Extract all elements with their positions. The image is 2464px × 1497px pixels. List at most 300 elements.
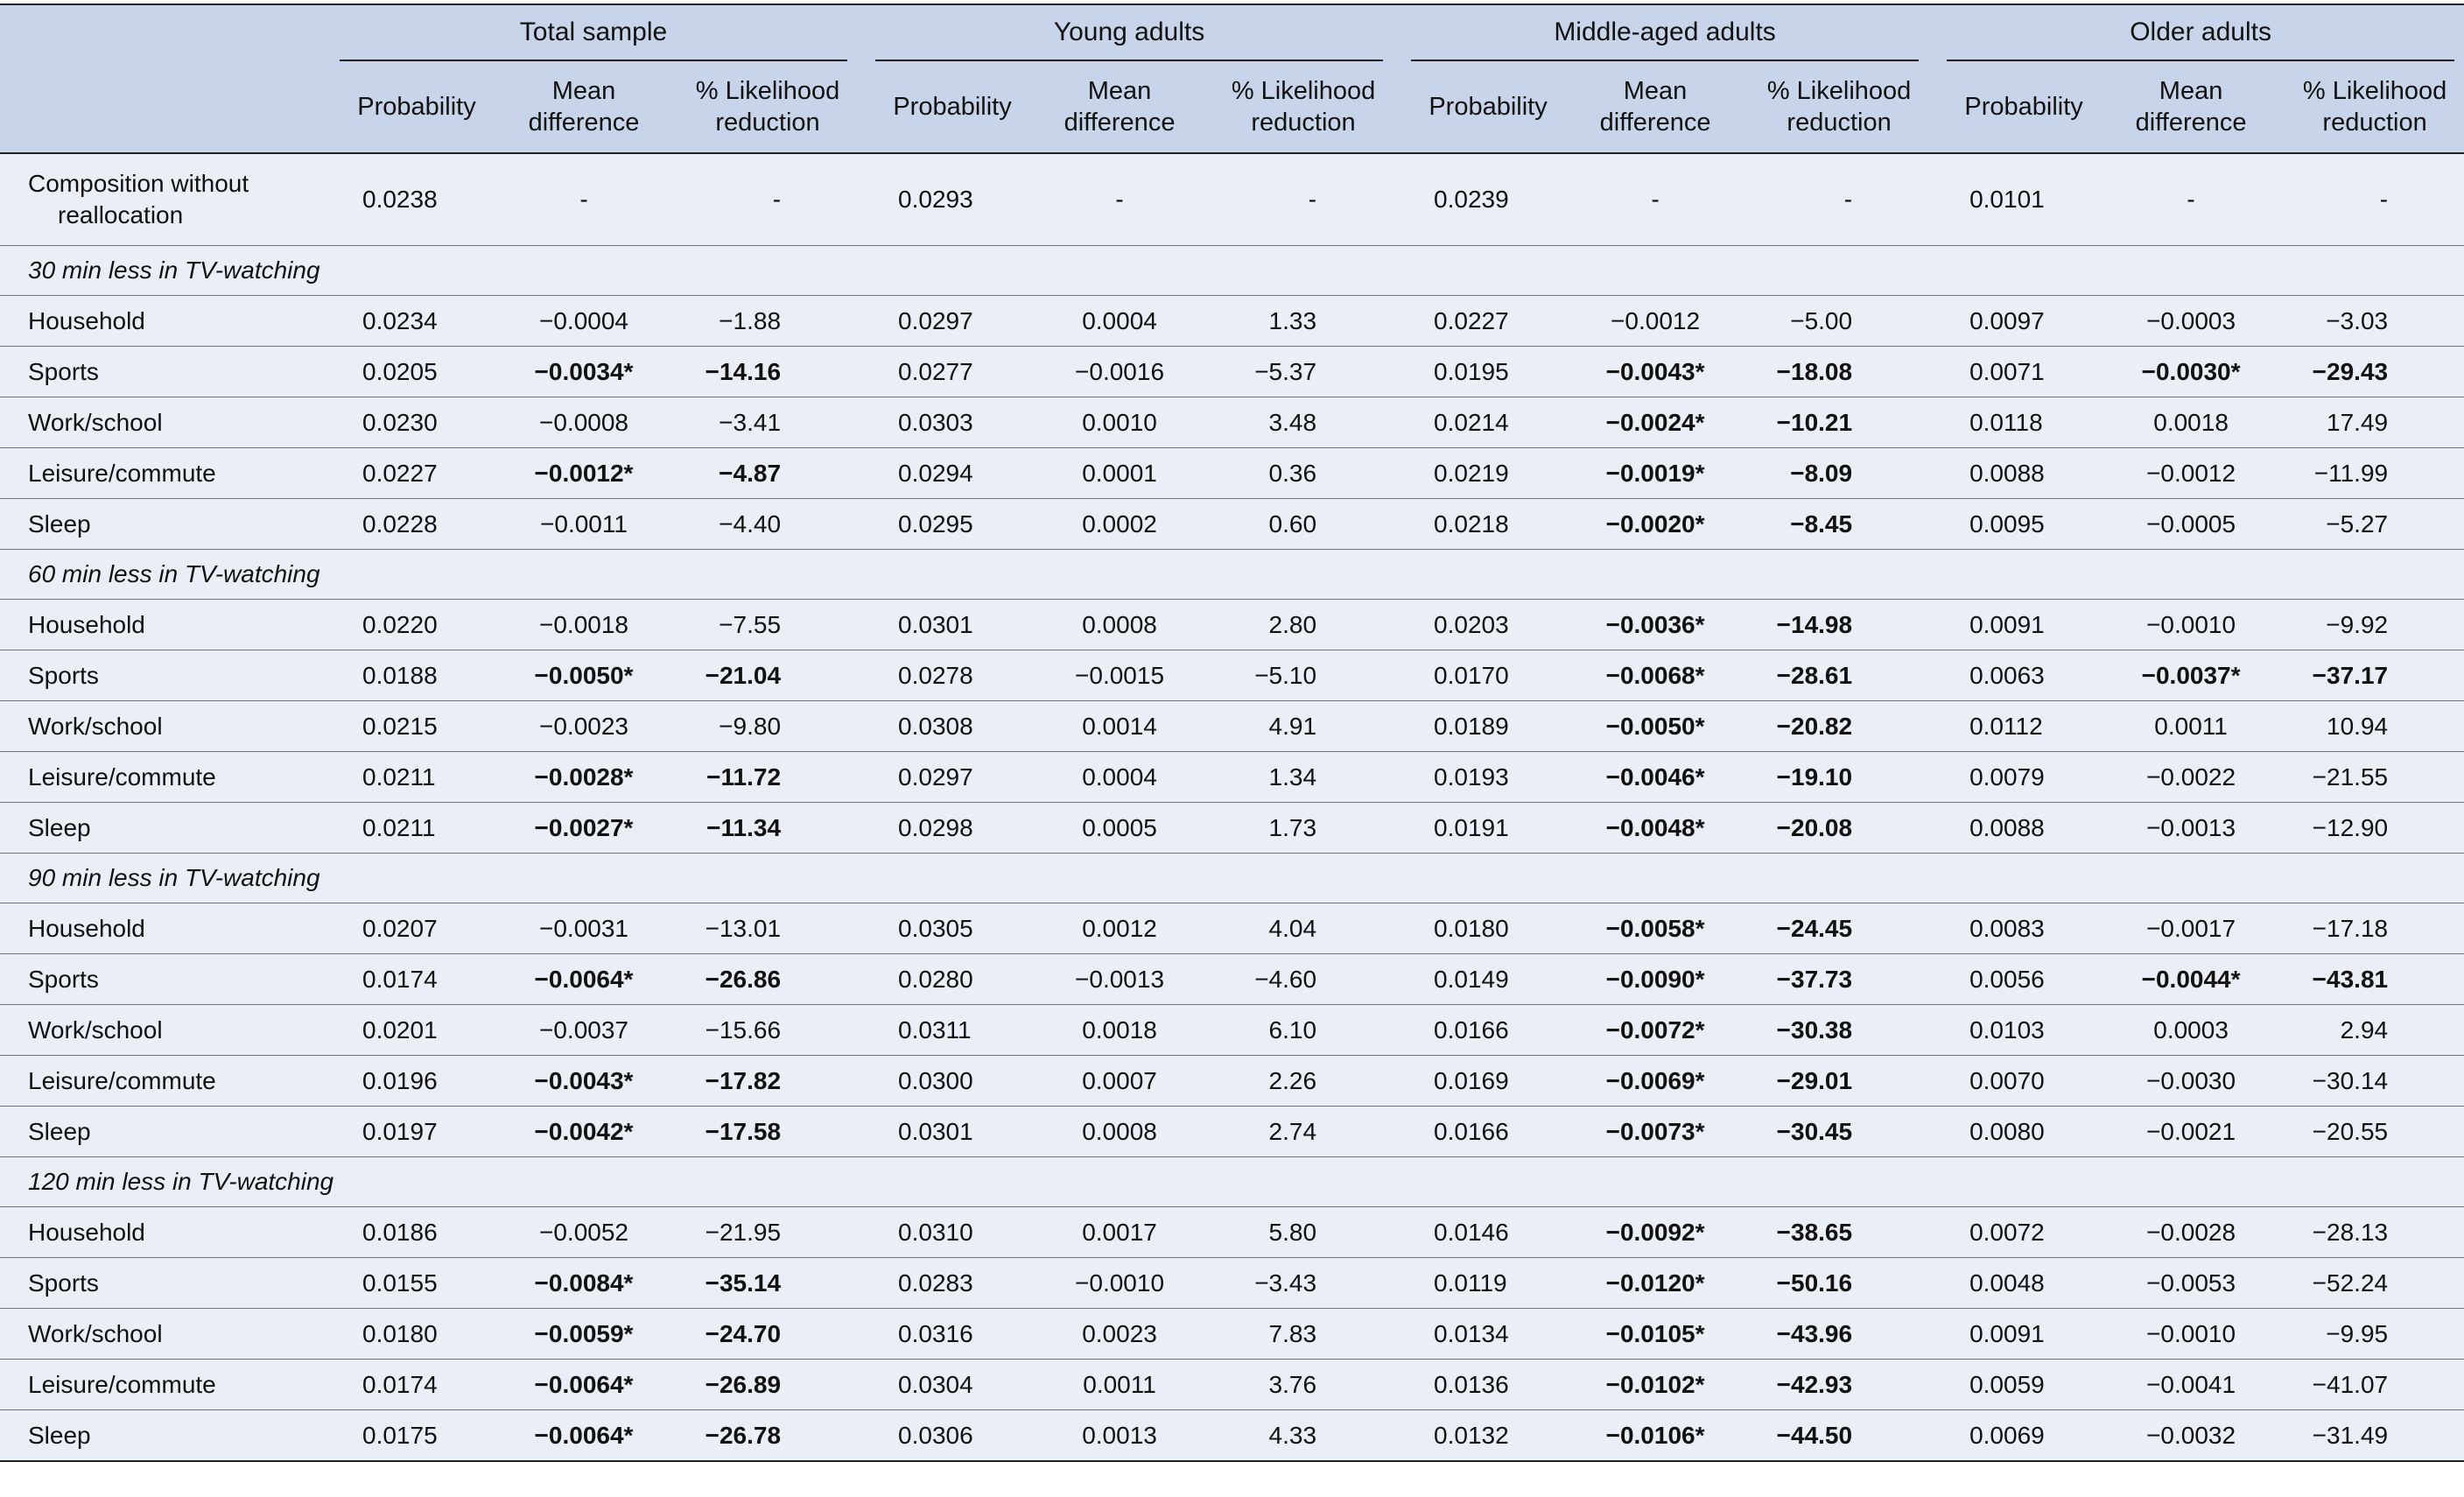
table-cell: 0.0149 bbox=[1404, 954, 1572, 1005]
table-cell: 0.0069 bbox=[1940, 1410, 2108, 1462]
col-header-line: Mean bbox=[1087, 77, 1152, 105]
table-cell: 0.0238 bbox=[333, 153, 501, 246]
table-cell: 0.0218 bbox=[1404, 499, 1572, 550]
table-cell: 0.0018 bbox=[2108, 397, 2274, 448]
table-cell: −4.60 bbox=[1203, 954, 1404, 1005]
table-row bbox=[0, 701, 2464, 752]
table-cell: −0.0069* bbox=[1572, 1056, 1738, 1107]
table-cell: 0.0013 bbox=[1036, 1410, 1203, 1462]
table-cell: −42.93 bbox=[1738, 1360, 1940, 1410]
table-cell: 1.34 bbox=[1203, 752, 1404, 803]
table-cell: −37.17 bbox=[2274, 650, 2464, 701]
table-row bbox=[0, 1005, 2464, 1056]
table-cell: −9.95 bbox=[2274, 1309, 2464, 1360]
row-label: Sleep bbox=[0, 1107, 333, 1157]
table-cell: −0.0012 bbox=[2108, 448, 2274, 499]
table-cell: 0.0166 bbox=[1404, 1005, 1572, 1056]
table-cell: −9.92 bbox=[2274, 600, 2464, 650]
table-cell: −0.0010 bbox=[2108, 1309, 2274, 1360]
table-cell: 4.04 bbox=[1203, 903, 1404, 954]
table-cell: 0.0230 bbox=[333, 397, 501, 448]
table-cell: −0.0102* bbox=[1572, 1360, 1738, 1410]
table-cell: 0.0103 bbox=[1940, 1005, 2108, 1056]
table-cell: −0.0013 bbox=[2108, 803, 2274, 854]
corner-cell-lower bbox=[0, 61, 333, 153]
row-label: Leisure/commute bbox=[0, 752, 333, 803]
table-cell: 0.0005 bbox=[1036, 803, 1203, 854]
section-title: 90 min less in TV-watching bbox=[0, 854, 2464, 903]
row-label: Sleep bbox=[0, 1410, 333, 1462]
table-cell: −0.0015 bbox=[1036, 650, 1203, 701]
table-cell: −0.0023 bbox=[501, 701, 667, 752]
table-cell: −4.40 bbox=[667, 499, 868, 550]
table-cell: −0.0036* bbox=[1572, 600, 1738, 650]
table-cell: 2.94 bbox=[2274, 1005, 2464, 1056]
table-cell: −13.01 bbox=[667, 903, 868, 954]
table-cell: 0.0227 bbox=[1404, 296, 1572, 347]
table-cell: −0.0064* bbox=[501, 1410, 667, 1462]
table-cell: 0.0088 bbox=[1940, 448, 2108, 499]
table-row bbox=[0, 499, 2464, 550]
table-cell: 0.0008 bbox=[1036, 1107, 1203, 1157]
table-cell: 0.0305 bbox=[868, 903, 1036, 954]
table-cell: 0.0191 bbox=[1404, 803, 1572, 854]
table-cell: −43.81 bbox=[2274, 954, 2464, 1005]
table-row bbox=[0, 397, 2464, 448]
table-cell: −30.45 bbox=[1738, 1107, 1940, 1157]
table-cell: −18.08 bbox=[1738, 347, 1940, 397]
table-cell: −0.0010 bbox=[2108, 600, 2274, 650]
table-row bbox=[0, 347, 2464, 397]
table-cell: −35.14 bbox=[667, 1258, 868, 1309]
table-cell: 7.83 bbox=[1203, 1309, 1404, 1360]
table-cell: 0.0197 bbox=[333, 1107, 501, 1157]
table-cell: 0.0080 bbox=[1940, 1107, 2108, 1157]
row-label: Leisure/commute bbox=[0, 448, 333, 499]
table-cell: −0.0041 bbox=[2108, 1360, 2274, 1410]
table-cell: 0.0295 bbox=[868, 499, 1036, 550]
table-cell: 0.0101 bbox=[1940, 153, 2108, 246]
table-cell: 0.0316 bbox=[868, 1309, 1036, 1360]
table-cell: −41.07 bbox=[2274, 1360, 2464, 1410]
table-cell: −0.0005 bbox=[2108, 499, 2274, 550]
table-cell: 0.0012 bbox=[1036, 903, 1203, 954]
table-cell: 0.0063 bbox=[1940, 650, 2108, 701]
row-label: Sports bbox=[0, 347, 333, 397]
table-cell: 0.0088 bbox=[1940, 803, 2108, 854]
col-header-probability: Probability bbox=[1940, 61, 2108, 153]
table-cell: −0.0024* bbox=[1572, 397, 1738, 448]
table-row bbox=[0, 1410, 2464, 1462]
results-table bbox=[0, 4, 2464, 1462]
table-cell: 0.0003 bbox=[2108, 1005, 2274, 1056]
table-cell: 0.0186 bbox=[333, 1207, 501, 1258]
table-cell: 0.0048 bbox=[1940, 1258, 2108, 1309]
table-cell: −0.0016 bbox=[1036, 347, 1203, 397]
table-cell: −0.0004 bbox=[501, 296, 667, 347]
table-cell: −0.0032 bbox=[2108, 1410, 2274, 1462]
table-cell: 0.36 bbox=[1203, 448, 1404, 499]
table-cell: 0.0014 bbox=[1036, 701, 1203, 752]
table-cell: 0.0239 bbox=[1404, 153, 1572, 246]
table-cell: 0.0166 bbox=[1404, 1107, 1572, 1157]
col-header-line: difference bbox=[1064, 109, 1176, 137]
table-cell: 0.0308 bbox=[868, 701, 1036, 752]
table-cell: −29.43 bbox=[2274, 347, 2464, 397]
table-cell: −0.0050* bbox=[501, 650, 667, 701]
table-cell: 0.0132 bbox=[1404, 1410, 1572, 1462]
table-cell: −44.50 bbox=[1738, 1410, 1940, 1462]
table-cell: −0.0090* bbox=[1572, 954, 1738, 1005]
table-cell: −9.80 bbox=[667, 701, 868, 752]
corner-cell bbox=[0, 4, 333, 61]
section-title: 120 min less in TV-watching bbox=[0, 1157, 2464, 1207]
table-cell: −37.73 bbox=[1738, 954, 1940, 1005]
table-row bbox=[0, 1309, 2464, 1360]
table-cell: 0.0278 bbox=[868, 650, 1036, 701]
table-cell: 0.0083 bbox=[1940, 903, 2108, 954]
row-label: Sleep bbox=[0, 803, 333, 854]
table-cell: −0.0011 bbox=[501, 499, 667, 550]
section-title: 30 min less in TV-watching bbox=[0, 246, 2464, 296]
col-header-line: Mean bbox=[1623, 77, 1688, 105]
section-header-row bbox=[0, 1157, 2464, 1207]
table-cell: −4.87 bbox=[667, 448, 868, 499]
table-cell: 17.49 bbox=[2274, 397, 2464, 448]
col-header-line: reduction bbox=[1787, 109, 1892, 137]
table-cell: −0.0043* bbox=[501, 1056, 667, 1107]
table-cell: −0.0064* bbox=[501, 954, 667, 1005]
table-cell: - bbox=[2108, 153, 2274, 246]
table-cell: 0.0306 bbox=[868, 1410, 1036, 1462]
table-cell: 10.94 bbox=[2274, 701, 2464, 752]
table-cell: −0.0037 bbox=[501, 1005, 667, 1056]
table-cell: 0.0004 bbox=[1036, 752, 1203, 803]
table-cell: - bbox=[501, 153, 667, 246]
table-cell: −10.21 bbox=[1738, 397, 1940, 448]
table-cell: 0.0011 bbox=[1036, 1360, 1203, 1410]
table-cell: 0.0174 bbox=[333, 1360, 501, 1410]
table-cell: −21.95 bbox=[667, 1207, 868, 1258]
table-cell: −0.0003 bbox=[2108, 296, 2274, 347]
table-cell: 0.0297 bbox=[868, 296, 1036, 347]
table-cell: 0.0280 bbox=[868, 954, 1036, 1005]
table-cell: - bbox=[2274, 153, 2464, 246]
table-cell: −0.0018 bbox=[501, 600, 667, 650]
table-cell: −11.72 bbox=[667, 752, 868, 803]
table-row bbox=[0, 752, 2464, 803]
table-cell: −0.0030* bbox=[2108, 347, 2274, 397]
col-header-probability: Probability bbox=[868, 61, 1036, 153]
baseline-label-line2: reallocation bbox=[58, 201, 184, 228]
table-cell: −19.10 bbox=[1738, 752, 1940, 803]
table-cell: −0.0084* bbox=[501, 1258, 667, 1309]
table-cell: −0.0028* bbox=[501, 752, 667, 803]
table-row bbox=[0, 1258, 2464, 1309]
table-cell: 0.0155 bbox=[333, 1258, 501, 1309]
table-cell: 0.0227 bbox=[333, 448, 501, 499]
col-header-line: % Likelihood bbox=[1231, 77, 1376, 105]
table-cell: −0.0022 bbox=[2108, 752, 2274, 803]
table-cell: −5.10 bbox=[1203, 650, 1404, 701]
table-cell: −31.49 bbox=[2274, 1410, 2464, 1462]
col-header-line: reduction bbox=[715, 109, 820, 137]
table-cell: −52.24 bbox=[2274, 1258, 2464, 1309]
table-cell: 0.0119 bbox=[1404, 1258, 1572, 1309]
table-row bbox=[0, 1360, 2464, 1410]
table-cell: 0.0201 bbox=[333, 1005, 501, 1056]
row-label: Leisure/commute bbox=[0, 1056, 333, 1107]
table-cell: 0.0059 bbox=[1940, 1360, 2108, 1410]
table-cell: −0.0012 bbox=[1572, 296, 1738, 347]
table-cell: −21.55 bbox=[2274, 752, 2464, 803]
table-cell: −0.0030 bbox=[2108, 1056, 2274, 1107]
table-cell: −20.55 bbox=[2274, 1107, 2464, 1157]
table-cell: 0.0008 bbox=[1036, 600, 1203, 650]
table-cell: −0.0105* bbox=[1572, 1309, 1738, 1360]
table-cell: −0.0008 bbox=[501, 397, 667, 448]
table-cell: 0.0311 bbox=[868, 1005, 1036, 1056]
table-cell: 0.0072 bbox=[1940, 1207, 2108, 1258]
table-cell: 0.0203 bbox=[1404, 600, 1572, 650]
group-label: Young adults bbox=[875, 5, 1383, 61]
table-cell: −24.45 bbox=[1738, 903, 1940, 954]
table-cell: −0.0020* bbox=[1572, 499, 1738, 550]
table-cell: 0.0091 bbox=[1940, 1309, 2108, 1360]
table-cell: −26.78 bbox=[667, 1410, 868, 1462]
row-label: Sports bbox=[0, 954, 333, 1005]
col-header-probability: Probability bbox=[333, 61, 501, 153]
section-title: 60 min less in TV-watching bbox=[0, 550, 2464, 600]
table-cell: 2.74 bbox=[1203, 1107, 1404, 1157]
table-cell: 5.80 bbox=[1203, 1207, 1404, 1258]
table-cell: 0.0070 bbox=[1940, 1056, 2108, 1107]
row-label: Sports bbox=[0, 1258, 333, 1309]
table-cell: −0.0028 bbox=[2108, 1207, 2274, 1258]
table-cell: 0.0283 bbox=[868, 1258, 1036, 1309]
row-label: Work/school bbox=[0, 1309, 333, 1360]
table-cell: −0.0044* bbox=[2108, 954, 2274, 1005]
table-cell: 0.0118 bbox=[1940, 397, 2108, 448]
row-label: Sports bbox=[0, 650, 333, 701]
group-header-middle bbox=[1404, 4, 1940, 61]
table-cell: −30.38 bbox=[1738, 1005, 1940, 1056]
table-cell: −1.88 bbox=[667, 296, 868, 347]
table-cell: −0.0037* bbox=[2108, 650, 2274, 701]
table-cell: −0.0052 bbox=[501, 1207, 667, 1258]
col-header-mean-difference bbox=[501, 61, 667, 153]
table-cell: 1.73 bbox=[1203, 803, 1404, 854]
table-cell: 0.0207 bbox=[333, 903, 501, 954]
row-label: Work/school bbox=[0, 397, 333, 448]
table-cell: −0.0058* bbox=[1572, 903, 1738, 954]
table-cell: 1.33 bbox=[1203, 296, 1404, 347]
table-cell: 0.0010 bbox=[1036, 397, 1203, 448]
table-cell: 2.80 bbox=[1203, 600, 1404, 650]
table-cell: - bbox=[667, 153, 868, 246]
table-cell: 0.0297 bbox=[868, 752, 1036, 803]
table-cell: 0.0170 bbox=[1404, 650, 1572, 701]
table-cell: 0.0298 bbox=[868, 803, 1036, 854]
table-cell: −0.0046* bbox=[1572, 752, 1738, 803]
row-label: Household bbox=[0, 903, 333, 954]
table-cell: 0.0205 bbox=[333, 347, 501, 397]
table-cell: −5.27 bbox=[2274, 499, 2464, 550]
table-cell: - bbox=[1738, 153, 1940, 246]
table-cell: −20.82 bbox=[1738, 701, 1940, 752]
table-cell: - bbox=[1203, 153, 1404, 246]
table-cell: 6.10 bbox=[1203, 1005, 1404, 1056]
table-cell: −28.61 bbox=[1738, 650, 1940, 701]
table-cell: −0.0031 bbox=[501, 903, 667, 954]
table-cell: 0.0301 bbox=[868, 1107, 1036, 1157]
table-cell: 0.0180 bbox=[333, 1309, 501, 1360]
table-cell: −0.0059* bbox=[501, 1309, 667, 1360]
table-cell: −28.13 bbox=[2274, 1207, 2464, 1258]
table-cell: 0.0001 bbox=[1036, 448, 1203, 499]
table-cell: 0.0310 bbox=[868, 1207, 1036, 1258]
table-cell: −0.0017 bbox=[2108, 903, 2274, 954]
col-header-line: % Likelihood bbox=[1766, 77, 1912, 105]
table-cell: 0.0193 bbox=[1404, 752, 1572, 803]
table-cell: −7.55 bbox=[667, 600, 868, 650]
group-label: Older adults bbox=[1947, 5, 2454, 61]
table-cell: 0.0136 bbox=[1404, 1360, 1572, 1410]
table-cell: 0.0112 bbox=[1940, 701, 2108, 752]
table-cell: −14.98 bbox=[1738, 600, 1940, 650]
col-header-likelihood-reduction bbox=[1203, 61, 1404, 153]
table-cell: 0.0091 bbox=[1940, 600, 2108, 650]
table-cell: 0.0277 bbox=[868, 347, 1036, 397]
group-header-total bbox=[333, 4, 868, 61]
table-cell: −26.86 bbox=[667, 954, 868, 1005]
table-cell: 0.0011 bbox=[2108, 701, 2274, 752]
table-cell: 0.0097 bbox=[1940, 296, 2108, 347]
table-cell: −0.0092* bbox=[1572, 1207, 1738, 1258]
table-cell: 0.0023 bbox=[1036, 1309, 1203, 1360]
table-cell: −43.96 bbox=[1738, 1309, 1940, 1360]
col-header-mean-difference bbox=[2108, 61, 2274, 153]
table-row bbox=[0, 1207, 2464, 1258]
table-cell: 0.0195 bbox=[1404, 347, 1572, 397]
col-header-line: % Likelihood bbox=[695, 77, 840, 105]
table-cell: 0.0234 bbox=[333, 296, 501, 347]
col-header-line: reduction bbox=[1251, 109, 1356, 137]
table-cell: 0.0134 bbox=[1404, 1309, 1572, 1360]
table-cell: 0.0214 bbox=[1404, 397, 1572, 448]
table-cell: −29.01 bbox=[1738, 1056, 1940, 1107]
table-cell: −11.34 bbox=[667, 803, 868, 854]
table-row bbox=[0, 1107, 2464, 1157]
table-cell: −12.90 bbox=[2274, 803, 2464, 854]
table-cell: −0.0042* bbox=[501, 1107, 667, 1157]
col-header-line: reduction bbox=[2322, 109, 2427, 137]
table-cell: −11.99 bbox=[2274, 448, 2464, 499]
table-cell: 0.0301 bbox=[868, 600, 1036, 650]
table-cell: −17.18 bbox=[2274, 903, 2464, 954]
table-row bbox=[0, 296, 2464, 347]
table-cell: 0.0294 bbox=[868, 448, 1036, 499]
table-row bbox=[0, 903, 2464, 954]
table-cell: −0.0043* bbox=[1572, 347, 1738, 397]
group-label: Total sample bbox=[340, 5, 847, 61]
table-cell: 0.60 bbox=[1203, 499, 1404, 550]
baseline-label bbox=[0, 153, 333, 246]
baseline-label-line1: Composition without bbox=[28, 170, 249, 197]
table-header bbox=[0, 4, 2464, 153]
col-header-mean-difference bbox=[1572, 61, 1738, 153]
table-cell: −14.16 bbox=[667, 347, 868, 397]
table-cell: 0.0174 bbox=[333, 954, 501, 1005]
table-cell: 3.76 bbox=[1203, 1360, 1404, 1410]
baseline-row bbox=[0, 153, 2464, 246]
group-header-young bbox=[868, 4, 1404, 61]
table-cell: −0.0027* bbox=[501, 803, 667, 854]
table-cell: −5.37 bbox=[1203, 347, 1404, 397]
col-header-likelihood-reduction bbox=[1738, 61, 1940, 153]
table-cell: 0.0169 bbox=[1404, 1056, 1572, 1107]
table-cell: 0.0293 bbox=[868, 153, 1036, 246]
table-cell: 4.33 bbox=[1203, 1410, 1404, 1462]
table-cell: −3.43 bbox=[1203, 1258, 1404, 1309]
table-cell: −0.0048* bbox=[1572, 803, 1738, 854]
table-cell: −0.0019* bbox=[1572, 448, 1738, 499]
table-cell: 0.0228 bbox=[333, 499, 501, 550]
col-header-line: difference bbox=[528, 109, 640, 137]
table-cell: −20.08 bbox=[1738, 803, 1940, 854]
table-row bbox=[0, 954, 2464, 1005]
row-label: Work/school bbox=[0, 1005, 333, 1056]
table-cell: −0.0106* bbox=[1572, 1410, 1738, 1462]
table-cell: −30.14 bbox=[2274, 1056, 2464, 1107]
table-cell: −0.0013 bbox=[1036, 954, 1203, 1005]
table-cell: −8.09 bbox=[1738, 448, 1940, 499]
table-cell: 0.0071 bbox=[1940, 347, 2108, 397]
table-cell: 0.0079 bbox=[1940, 752, 2108, 803]
table-cell: 0.0175 bbox=[333, 1410, 501, 1462]
row-label: Household bbox=[0, 600, 333, 650]
table-cell: 3.48 bbox=[1203, 397, 1404, 448]
table-cell: −5.00 bbox=[1738, 296, 1940, 347]
table-cell: −26.89 bbox=[667, 1360, 868, 1410]
table-cell: −0.0021 bbox=[2108, 1107, 2274, 1157]
row-label: Household bbox=[0, 1207, 333, 1258]
table-cell: 0.0189 bbox=[1404, 701, 1572, 752]
table-cell: −21.04 bbox=[667, 650, 868, 701]
table-cell: −0.0120* bbox=[1572, 1258, 1738, 1309]
table-cell: −3.41 bbox=[667, 397, 868, 448]
group-header-row bbox=[0, 4, 2464, 61]
col-header-line: difference bbox=[2135, 109, 2247, 137]
table-cell: 0.0304 bbox=[868, 1360, 1036, 1410]
table-cell: −38.65 bbox=[1738, 1207, 1940, 1258]
section-header-row bbox=[0, 246, 2464, 296]
table-cell: 0.0180 bbox=[1404, 903, 1572, 954]
table-cell: −0.0053 bbox=[2108, 1258, 2274, 1309]
table-cell: −0.0010 bbox=[1036, 1258, 1203, 1309]
table-row bbox=[0, 600, 2464, 650]
table-row bbox=[0, 448, 2464, 499]
table-cell: 0.0220 bbox=[333, 600, 501, 650]
group-label: Middle-aged adults bbox=[1411, 5, 1919, 61]
table-cell: 0.0196 bbox=[333, 1056, 501, 1107]
table-cell: - bbox=[1572, 153, 1738, 246]
col-header-likelihood-reduction bbox=[2274, 61, 2464, 153]
table-cell: −0.0050* bbox=[1572, 701, 1738, 752]
table-cell: −24.70 bbox=[667, 1309, 868, 1360]
col-header-line: Mean bbox=[551, 77, 616, 105]
table-cell: 0.0211 bbox=[333, 803, 501, 854]
